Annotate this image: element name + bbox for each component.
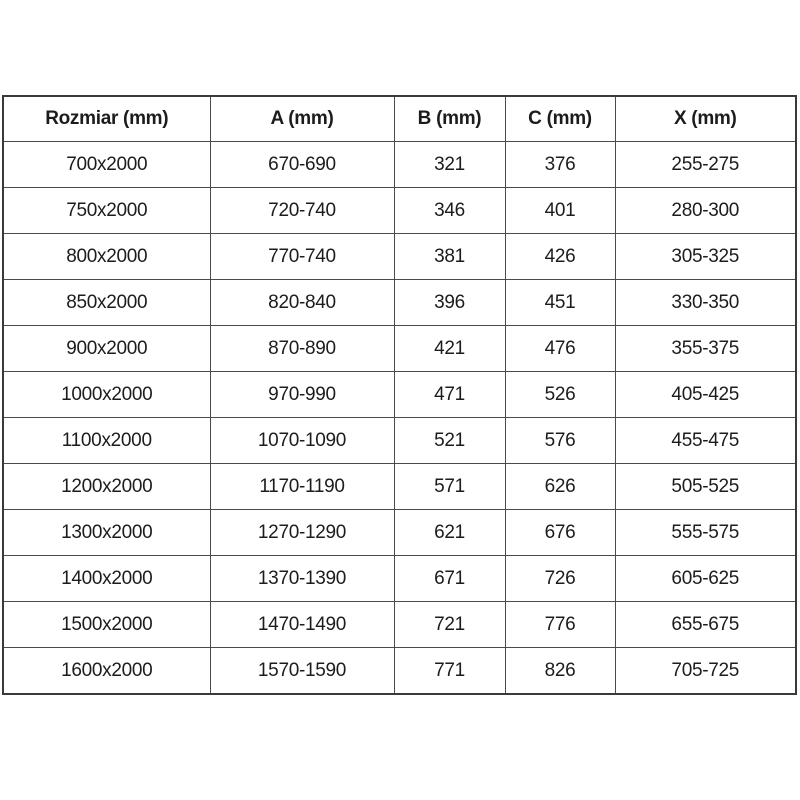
table-cell: 1500x2000 <box>3 602 210 648</box>
table-cell: 900x2000 <box>3 326 210 372</box>
table-row <box>3 372 796 418</box>
table-cell: 505-525 <box>615 464 796 510</box>
header-cell-b: B (mm) <box>394 96 505 142</box>
table-cell: 426 <box>505 234 615 280</box>
table-row <box>3 280 796 326</box>
table-cell: 1570-1590 <box>210 648 394 695</box>
table-cell: 750x2000 <box>3 188 210 234</box>
table-row <box>3 464 796 510</box>
table-cell: 280-300 <box>615 188 796 234</box>
table-cell: 771 <box>394 648 505 695</box>
size-table-container <box>2 95 795 695</box>
table-cell: 671 <box>394 556 505 602</box>
table-cell: 555-575 <box>615 510 796 556</box>
table-cell: 1100x2000 <box>3 418 210 464</box>
header-cell-rozmiar: Rozmiar (mm) <box>3 96 210 142</box>
table-row <box>3 326 796 372</box>
table-cell: 1370-1390 <box>210 556 394 602</box>
table-cell: 1000x2000 <box>3 372 210 418</box>
table-cell: 726 <box>505 556 615 602</box>
table-cell: 700x2000 <box>3 142 210 188</box>
table-cell: 526 <box>505 372 615 418</box>
table-cell: 626 <box>505 464 615 510</box>
table-cell: 705-725 <box>615 648 796 695</box>
table-cell: 451 <box>505 280 615 326</box>
table-cell: 1270-1290 <box>210 510 394 556</box>
table-cell: 800x2000 <box>3 234 210 280</box>
table-cell: 820-840 <box>210 280 394 326</box>
header-cell-a: A (mm) <box>210 96 394 142</box>
table-cell: 621 <box>394 510 505 556</box>
table-cell: 521 <box>394 418 505 464</box>
header-row <box>3 96 796 142</box>
table-row <box>3 142 796 188</box>
table-cell: 255-275 <box>615 142 796 188</box>
table-cell: 720-740 <box>210 188 394 234</box>
table-cell: 970-990 <box>210 372 394 418</box>
table-cell: 476 <box>505 326 615 372</box>
size-table <box>2 95 797 695</box>
table-row <box>3 602 796 648</box>
table-cell: 401 <box>505 188 615 234</box>
table-cell: 405-425 <box>615 372 796 418</box>
table-cell: 471 <box>394 372 505 418</box>
table-cell: 571 <box>394 464 505 510</box>
table-cell: 776 <box>505 602 615 648</box>
table-row <box>3 234 796 280</box>
table-cell: 421 <box>394 326 505 372</box>
table-row <box>3 188 796 234</box>
header-cell-x: X (mm) <box>615 96 796 142</box>
table-cell: 655-675 <box>615 602 796 648</box>
table-cell: 1470-1490 <box>210 602 394 648</box>
table-cell: 850x2000 <box>3 280 210 326</box>
table-cell: 870-890 <box>210 326 394 372</box>
table-row <box>3 510 796 556</box>
table-cell: 670-690 <box>210 142 394 188</box>
table-cell: 305-325 <box>615 234 796 280</box>
table-cell: 576 <box>505 418 615 464</box>
table-cell: 676 <box>505 510 615 556</box>
table-cell: 770-740 <box>210 234 394 280</box>
table-cell: 1070-1090 <box>210 418 394 464</box>
table-cell: 376 <box>505 142 615 188</box>
table-cell: 455-475 <box>615 418 796 464</box>
table-cell: 396 <box>394 280 505 326</box>
table-cell: 321 <box>394 142 505 188</box>
table-cell: 1170-1190 <box>210 464 394 510</box>
table-cell: 1600x2000 <box>3 648 210 695</box>
table-row <box>3 648 796 695</box>
table-row <box>3 418 796 464</box>
header-cell-c: C (mm) <box>505 96 615 142</box>
table-row <box>3 556 796 602</box>
table-cell: 355-375 <box>615 326 796 372</box>
table-cell: 1400x2000 <box>3 556 210 602</box>
table-cell: 605-625 <box>615 556 796 602</box>
table-cell: 381 <box>394 234 505 280</box>
table-cell: 826 <box>505 648 615 695</box>
table-cell: 1300x2000 <box>3 510 210 556</box>
table-cell: 1200x2000 <box>3 464 210 510</box>
table-cell: 721 <box>394 602 505 648</box>
table-cell: 330-350 <box>615 280 796 326</box>
table-cell: 346 <box>394 188 505 234</box>
